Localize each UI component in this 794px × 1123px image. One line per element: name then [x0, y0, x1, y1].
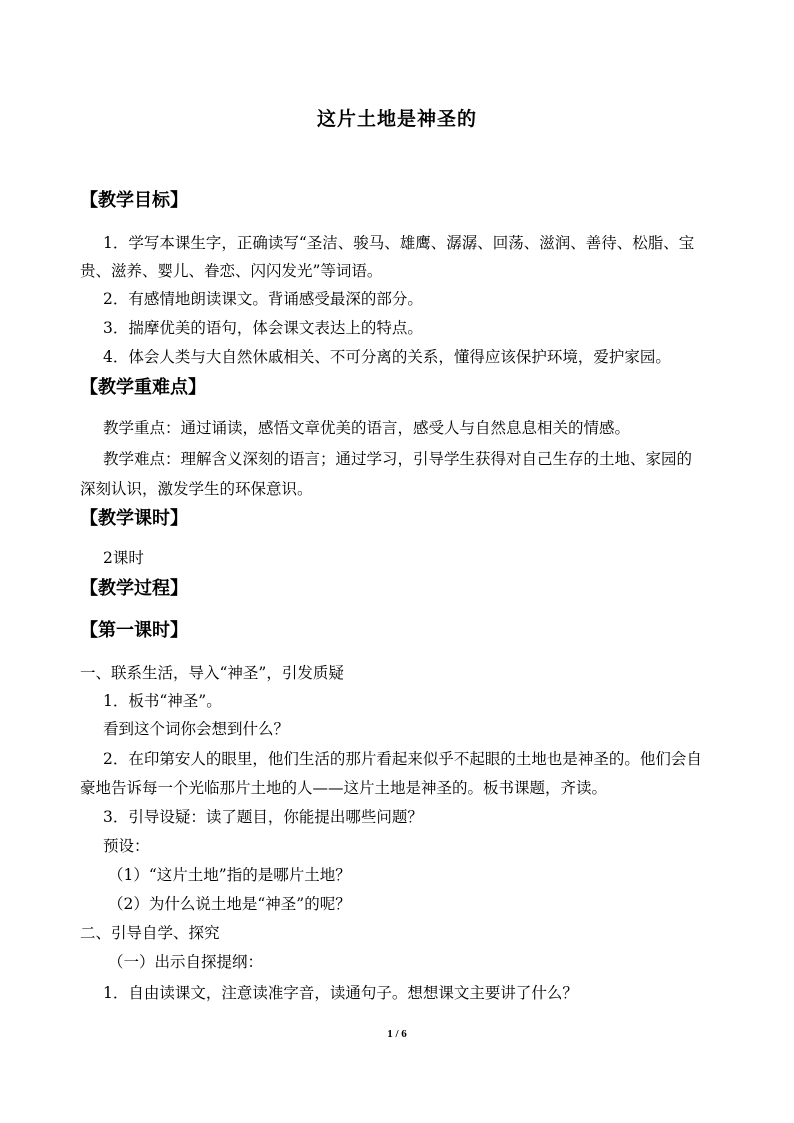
process-line: 1．板书“神圣”。 — [103, 692, 222, 710]
goal-line-4: 4．体会人类与大自然休戚相关、不可分离的关系，懂得应该保护环境，爱护家园。 — [103, 348, 671, 366]
goals-heading: 【教学目标】 — [80, 190, 188, 211]
process-line: 豪地告诉每一个光临那片土地的人——这片土地是神圣的。板书课题，齐读。 — [80, 779, 608, 797]
process-line: （2）为什么说土地是“神圣”的呢？ — [108, 895, 351, 913]
keypoint-difficulty-cont: 深刻认识，激发学生的环保意识。 — [80, 480, 313, 498]
page-number: 1 / 6 — [387, 1028, 407, 1040]
process-line: 1．自由读课文，注意读准字音，读通句子。想想课文主要讲了什么？ — [103, 984, 578, 1002]
process-step-2: 二、引导自学、探究 — [80, 924, 220, 942]
process-line: （一）出示自探提纲： — [108, 953, 264, 971]
keypoints-heading: 【教学重难点】 — [80, 377, 206, 398]
goal-line-1: 1．学写本课生字，正确读写“圣洁、骏马、雄鹰、潺潺、回荡、滋润、善待、松脂、宝 — [103, 234, 695, 252]
process-heading: 【教学过程】 — [80, 578, 188, 599]
process-line: 3．引导设疑：读了题目，你能提出哪些问题？ — [103, 808, 423, 826]
process-line: （1）“这片土地”指的是哪片土地？ — [108, 866, 351, 884]
process-line: 预设： — [103, 837, 150, 855]
goal-line-3: 3．揣摩优美的语句，体会课文表达上的特点。 — [103, 319, 423, 337]
first-lesson-heading: 【第一课时】 — [80, 620, 188, 641]
process-line: 2．在印第安人的眼里，他们生活的那片看起来似乎不起眼的土地也是神圣的。他们会自 — [103, 750, 702, 768]
goal-line-1-cont: 贵、滋养、婴儿、眷恋、闪闪发光”等词语。 — [80, 262, 383, 280]
keypoint-focus: 教学重点：通过诵读，感悟文章优美的语言，感受人与自然息息相关的情感。 — [103, 419, 631, 437]
hours-heading: 【教学课时】 — [80, 508, 188, 529]
goal-line-2: 2．有感情地朗读课文。背诵感受最深的部分。 — [103, 290, 423, 308]
process-line: 看到这个词你会想到什么？ — [103, 720, 290, 738]
document-title: 这片土地是神圣的 — [316, 108, 477, 130]
keypoint-difficulty: 教学难点：理解含义深刻的语言；通过学习，引导学生获得对自己生存的土地、家园的 — [103, 450, 693, 468]
process-step-1: 一、联系生活，导入“神圣”，引发质疑 — [80, 664, 344, 682]
hours-text: 2课时 — [103, 549, 144, 567]
